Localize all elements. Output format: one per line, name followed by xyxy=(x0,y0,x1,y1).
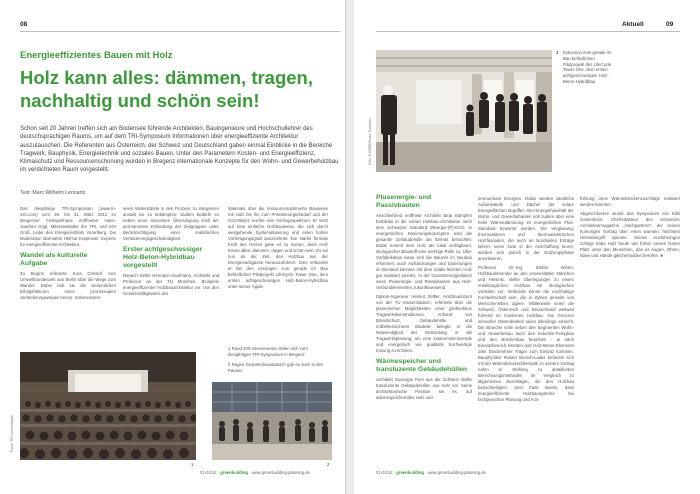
paragraph-text: Abgeschlossen wurde das Symposium von Kiibi Gantenbein, Chefredakteur des Schweizer Architekturmagazins „Hochparterre“, der seinen humorigen Vortrag über einen warmen, höchsten Heimatbegriff spannte. Seinen Ausführungen zufolge habe Holz heute wie früher seinen festen Platz unter den Menschen, das es Augen, Ohren, Nase und Hände gleichermaßen berühre. xyxy=(580,211,680,258)
footer-brand: greenbuilding xyxy=(396,470,424,475)
paragraph: Materials über die ressourcenoptimierte Bauweise mit Holz bis hin zum Primärenergiebedarf und der CO2-Bilanz reichte sein Vortragsspektrum. Er setzt auf eine einfache Holzbauweise, die sich durch weitgehende Systematisierung und einen hohen Vorfertigungsgrad auszeichnet. Die starke formale Kraft des Holzes gebe es zu nutzen, denn Holz könne alles: dämmen, tragen und schön sein. Es sei nun an der Zeit, den Holzbau aus der Energiesackgasse herauszuführen. Dies erläuterte er bei den Lösungen zum gerade im Bau befindlichen Pilotprojekt LifeCycle Tower One, dem ersten achtgeschossigen Holz-Beton-Hybridbau unter seiner Ägide. xyxy=(228,206,328,289)
subheading: Erster achtgeschossiger Holz-Beton-Hybridbau vorgestellt xyxy=(123,246,203,269)
paragraph: Diplom-Ingenieur Helmut Zettler, Holzbaudozent von der TU Kaiserslautern, referierte über die planerischen Möglichkeiten einer gleitfunktion Tragwerkskonstruktionen. Anhand von Brandschutz, Gebäudehülle und erdbebensicherer Bauteile belegte er die Notwendigkeit der Einbindung in die Tragwerksplanung, um eine kostenminimierende und energetisch wie qualitativ hochwertige Lösung zu erzielen. xyxy=(376,294,472,353)
text-column-1 xyxy=(376,190,472,404)
photo-number: 1 xyxy=(191,462,194,467)
paragraph: Architekt Guiseppe Fent aus der Schweiz stellte transluzente Gebäudehüllen aus Holz vor. Seine architektonische Position sei es, auf wärmespeicherndes Holz und xyxy=(376,377,472,400)
paragraph xyxy=(580,211,680,259)
subheading: Wandel als kulturelle Aufgabe xyxy=(20,252,88,267)
article-kicker: Energieeffizientes Bauen mit Holz xyxy=(20,50,173,61)
section-label: Aktuell xyxy=(622,21,644,28)
paragraph: Das diesjährige TRI-Symposium (www.tri-info.com) vom 29. bis 31. März 2012 im Bregenzer Festspielhaus eröffneten Hans-Joachim Gögl, Mitveranstalter der TRI, und AGI Groß, Leiter des Energieinstituts Vorarlberg. Die Moderation übernahm Helmut Krapmeier, Experte für energieeffiziente Architektur. xyxy=(20,206,116,247)
text-column-1 xyxy=(20,206,116,304)
paragraph: Anschließend eröffnete Architekt Beat Kämpfen Einblicke in die sofaro Holzbau-Architektur nach dem Schweizer Standard Minergie-(P)-ECO. In energetischen Sanierungskonzepten wird die gesamte Gebäudehülle als Einheit betrachtet. Dabei kommt dem Holz als lokal verfügbarer, ökologischer Baustoff eine wichtige Rolle zu. Über Vorfabrikation lasse sich die Bauzeit im Neubau erkennen, auch Aufstockungen und Sanierungen im Bestand könnten mit dem relativ leichten Holz gut realisiert werden. In der Gesamtenergiebilanz seien Plusenergie- und Passivbauten aus Holz-Verbundelementen zukunftsweisend. xyxy=(376,213,472,290)
left-page xyxy=(0,0,346,494)
page-number: 09 xyxy=(666,21,674,28)
photo-number: 2 xyxy=(327,462,330,467)
subheading: Wärmespeicher und transluzente Gebäudehüllen xyxy=(376,358,468,373)
caption-1 xyxy=(228,346,328,358)
paragraph: erneuerbare Energien. Dabei werden sämtliche Außenwände und Dächer als solare Energieflächen begriffen. Der Energiehaushalt der Wohn- und Gewerbebauten soll zudem über eine hohe Wärmedämmung im energetischen Plus-Standard bewertet werden. Die Verglasung, thermoaktiven und thermoelektrischen Holzfassaden, die auch an Nordseiten Erträge liefern, seien zwar in der Anschaffung teurer, würden sich jedoch in der Nutzungsphase amortisieren. xyxy=(478,196,574,261)
caption-text: Rund 200 Interessenten trafen sich zum diesjährigen TRI-Symposium in Bregenz xyxy=(228,346,308,357)
article-lead: Schon seit 20 Jahren treffen sich am Bodensee führende Architekten, Bauingenieure und Hochschullehrer des deutschsprachigen Raums, um auf dem TRI-Symposium Informationen über energieeffiziente Architektur auszutauschen. Die Referenten aus Österreich, der Schweiz und Deutschland gaben einmal Einblicke in die Bereiche Tragwerk, Bauphysik, Energietechnik und soziales Bauen. Unter den Parametern Kosten- und Energieeffizienz, Klimaschutz und Ressourcenschonung wurden in Bregenz internationale Konzepte für den Wohn- und Gewerbeholzbau im verdichteten Raum vorgestellt. xyxy=(20,126,339,174)
text-column-3 xyxy=(580,196,680,262)
paragraph: seien Widerstände in den Prozess zu integrieren anstatt sie zu bekämpfen. Zudem bedürfe es neben einer ansonsten Übereinigung kraft der permanenten Einbindung der Zielgruppen unter Berücksichtigung einer realistischen Veränderungsgeschwindigkeit. xyxy=(123,206,219,241)
text-column-3 xyxy=(228,206,328,293)
footer-url: www.greenbuilding-planning.de xyxy=(251,470,310,475)
paragraph: Zu Beginn referierte Kora Christof vom Umweltbundesamt aus Berlin über die Wege zum Wandel. Dabei hob sie die wesentlichen Erfolgsfaktoren eines prozessualen Veränderungsweges hervor. Insbesondere xyxy=(20,271,116,300)
footer-url: www.greenbuilding-planning.de xyxy=(427,470,486,475)
page-gutter xyxy=(346,0,354,494)
page-footer: 01-04/12 · greenbuilding · www.greenbuilding-planning.de xyxy=(376,470,486,475)
caption-text: Regen Gesprächsaustausch gab es auch in den Pausen xyxy=(228,362,324,373)
paragraph: Professor Dr.-Ing. Stefan Winter, Holzbaulehrender an den Universitäten München und Helsinki, stellte Überlegungen zu einem enkeltauglichen Holzbau mit ökologischen Vorteilen vor. Verbünde könne die nachhaltige Forstwirtschaft sein, die in Zyklen jenseits von Menschenleben agiere. Mittlerweile seien die Schweiz, Österreich und Deutschland weltweit führend im modernen Holzbau. Die Grenzen sinnvoller Dämmbarkeit seien allerdings erreicht. Die Branche solle neben den Segmenten Wohn- und Gewerbebau auch den Industrie-Fertigbau und den Brückenbau beachten - je nach Einsatzbereich könnten dort Holz-Beton-Elemente oder Blockenfreie Träger zum Einsatz kommen. Bauphysiker Robert Borsch-Laaks befasste sich mit der Wärmebrückenthematik. In seinem Vortrag nahm er Stellung zu detaillierten Berechnungsmethoden im Vergleich zu allgemeinen Zuschlägen, die den Holzbau benachteiligten. Sein Fazit lautete, dass energieeffiziente Holzbausysteme bei fachgerechter Planung und Aus- xyxy=(478,265,574,402)
article-author: Text: Marc Wilhelm Lennartz xyxy=(20,190,86,196)
photo-credit: Fotos: TRI Lichtenberger xyxy=(10,414,14,452)
right-page xyxy=(354,0,700,494)
photo-number: 3 xyxy=(556,50,559,55)
photo-construction-site xyxy=(376,50,552,172)
page-footer: 01-04/12 · greenbuilding · www.greenbuilding-planning.de xyxy=(200,470,310,475)
subheading: Plusenergie- und Passivbauten xyxy=(376,194,432,209)
footer-issue: 01-04/12 xyxy=(376,470,393,475)
paragraph: führung ohne Wärmebrückenzuschläge realisiert werden könnten. xyxy=(580,196,680,207)
photo-credit: Foto: © CREE/Darko Todorovic xyxy=(368,118,372,165)
photo-foyer xyxy=(212,382,332,460)
header-rule xyxy=(20,31,340,32)
text-column-2 xyxy=(478,196,574,406)
paragraph: Danach stellte Hermann Kaufmann, Architekt und Professor an der TU München, Beispiele energieeffizienter Holzbauarchitektur vor. Von den Gesetzmäßigkeiten des xyxy=(123,273,219,296)
article-title: Holz kann alles: dämmen, tragen, nachhaltig und schön sein! xyxy=(20,67,313,111)
caption-3: Exkursion zum gerade im Bau befindlichen Pilotprojekt des LifeCycle Tower One, dem ersten achtgeschossigen Holz-Beton-Hybridbau xyxy=(563,50,612,84)
caption-2 xyxy=(228,362,328,374)
header-rule xyxy=(376,31,680,32)
page-number: 08 xyxy=(20,21,28,28)
footer-issue: 01-04/12 xyxy=(200,470,217,475)
caption-number: 1 xyxy=(228,346,231,351)
footer-brand: greenbuilding xyxy=(220,470,248,475)
text-column-2 xyxy=(123,206,219,300)
caption-number: 2 xyxy=(228,362,231,367)
photo-auditorium xyxy=(20,352,196,460)
end-mark: ■ xyxy=(660,253,663,258)
